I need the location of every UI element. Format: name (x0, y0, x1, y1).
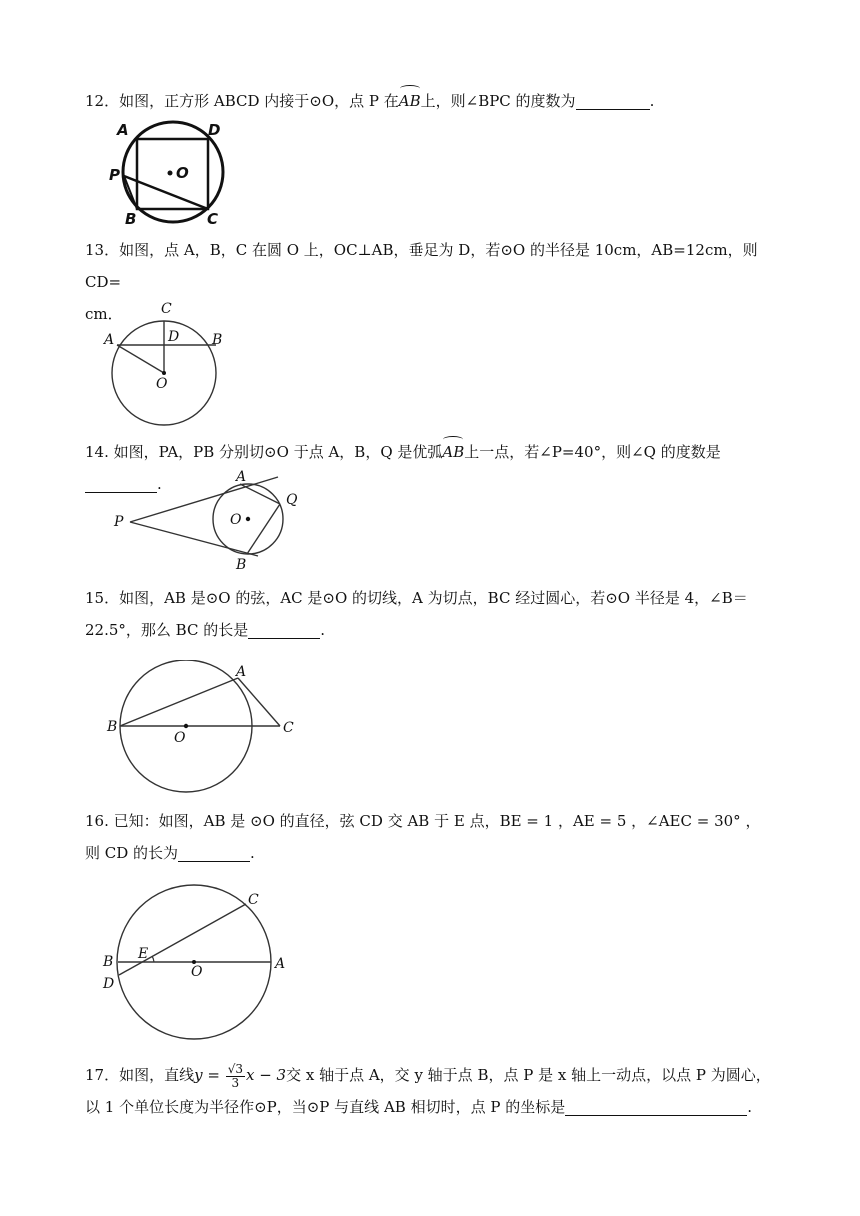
q16-figure (98, 884, 298, 1044)
q14-line-aq (240, 484, 280, 504)
q12-label-o: O (176, 164, 189, 182)
q14-tangent-pa (130, 477, 278, 522)
q17-eq-rest: x − 3 (245, 1066, 287, 1084)
question-16 (85, 805, 775, 869)
q16-answer-blank[interactable] (178, 843, 250, 862)
q12-square (137, 139, 208, 209)
q15-figure (100, 660, 310, 796)
q17-line-2: 以 1 个单位长度为半径作⊙P，当⊙P 与直线 AB 相切时，点 P 的坐标是 (85, 1098, 566, 1116)
q15-label-a: A (236, 664, 247, 680)
q12-label-a: A (117, 121, 129, 139)
q16-label-b: B (103, 954, 114, 970)
q15-center-dot (184, 724, 188, 728)
q13-center-dot (162, 371, 166, 375)
q12-label-p: P (109, 166, 120, 184)
q14-label-o: O (230, 512, 242, 528)
q16-end: . (250, 844, 255, 862)
q14-arc-ab: AB (442, 436, 464, 468)
q15-tangent-ac (238, 678, 280, 726)
q12-figure (105, 118, 235, 228)
q16-label-o: O (191, 964, 203, 980)
q15-chord-ab (120, 678, 238, 726)
q12-label-c: C (207, 210, 219, 228)
q16-label-d: D (103, 976, 115, 992)
question-17 (85, 1059, 775, 1123)
q12-label-d: D (208, 121, 221, 139)
q13-line-1: 13．如图，点 A，B，C 在圆 O 上，OC⊥AB，垂足为 D，若⊙O 的半径是 10cm，AB=12cm，则 CD= (85, 241, 758, 291)
q14-label-b: B (236, 557, 247, 573)
q16-label-c: C (248, 892, 259, 908)
q14-text-b: 上一点，若∠P=40°，则∠Q 的度数是 (464, 443, 721, 461)
q13-label-a: A (104, 332, 115, 348)
q12-answer-blank[interactable] (576, 91, 650, 110)
q13-line-oa (117, 345, 164, 373)
q13-label-c: C (161, 301, 172, 317)
q16-label-e: E (138, 946, 149, 962)
q14-figure (108, 466, 308, 576)
q14-line-qb (247, 504, 280, 554)
q13-label-b: B (212, 332, 223, 348)
q16-line-2: 则 CD 的长为 (85, 844, 179, 862)
q15-label-o: O (174, 730, 186, 746)
q17-fraction (226, 1063, 245, 1090)
q12-end: . (649, 92, 655, 110)
q13-label-d: D (168, 329, 180, 345)
q17-text-a: 17．如图，直线 (85, 1066, 195, 1084)
q15-label-c: C (283, 720, 294, 736)
q17-fraction-num: √3 (227, 1061, 243, 1076)
q14-end: . (157, 475, 162, 493)
q13-line-2: cm． (85, 305, 123, 323)
q12-text-a: 12．如图，正方形 ABCD 内接于⊙O，点 P 在 (85, 92, 399, 110)
q12-arc-ab: AB (399, 85, 421, 117)
q13-figure (100, 298, 240, 428)
q13-label-o: O (156, 376, 168, 392)
q17-fraction-den: 3 (231, 1075, 240, 1090)
q15-end: . (320, 621, 325, 639)
q14-label-a: A (236, 469, 247, 485)
q15-line-2: 22.5°，那么 BC 的长是 (85, 621, 249, 639)
q14-text-a: 14. 如图，PA，PB 分别切⊙O 于点 A，B，Q 是优弧 (85, 443, 443, 461)
q15-answer-blank[interactable] (248, 620, 320, 639)
q14-label-q: Q (286, 492, 298, 508)
q16-chord-cd (119, 904, 246, 975)
q15-label-b: B (107, 719, 118, 735)
q17-answer-blank[interactable] (565, 1097, 747, 1116)
q16-label-a: A (275, 956, 286, 972)
q17-eq-y: y = (194, 1066, 225, 1084)
q16-line-1: 16. 已知：如图，AB 是 ⊙O 的直径，弦 CD 交 AB 于 E 点，BE = 1 ，AE = 5 ，∠AEC = 30° ， (85, 812, 761, 830)
q14-center-dot (246, 517, 250, 521)
question-15 (85, 582, 775, 646)
q15-line-1: 15．如图，AB 是⊙O 的弦，AC 是⊙O 的切线，A 为切点，BC 经过圆心，若⊙O 半径是 4，∠B＝ (85, 589, 748, 607)
q12-text-b: 上，则∠BPC 的度数为 (420, 92, 576, 110)
q14-label-p: P (114, 514, 124, 530)
q12-center-dot (168, 171, 173, 176)
question-12 (85, 85, 775, 117)
q17-end: . (747, 1098, 752, 1116)
q17-text-b: 交 x 轴于点 A，交 y 轴于点 B，点 P 是 x 轴上一动点，以点 P 为圆心， (286, 1066, 771, 1084)
q12-label-b: B (125, 210, 137, 228)
q16-angle-mark (152, 956, 154, 962)
